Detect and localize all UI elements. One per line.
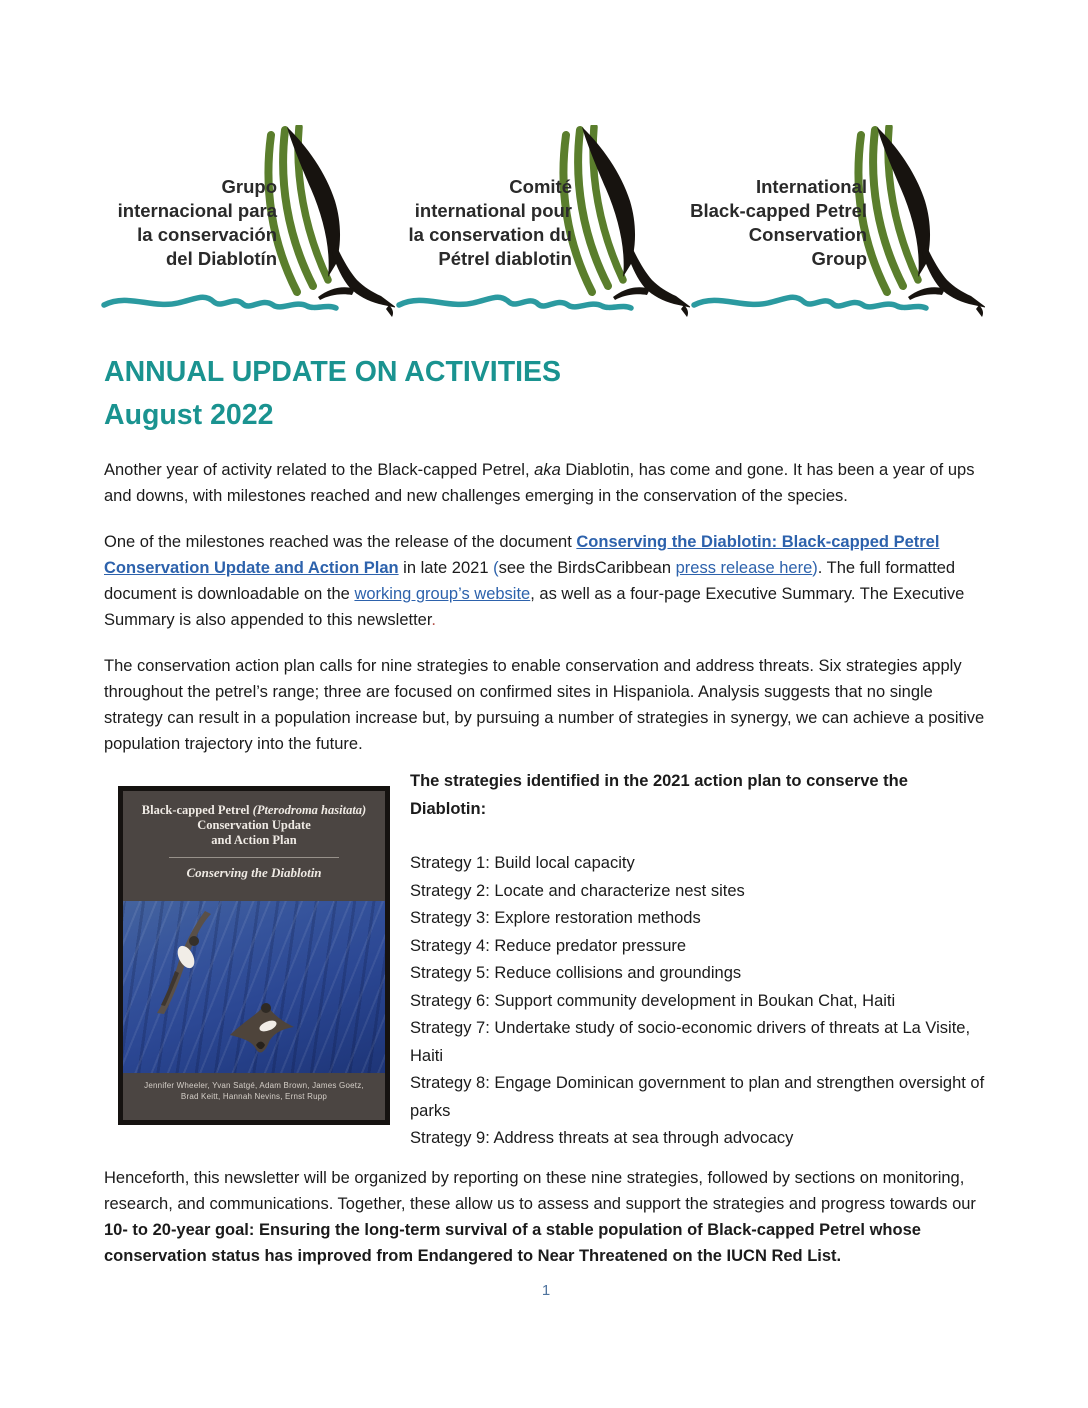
logo-text-line: la conservación — [137, 224, 277, 245]
strategy-item: Strategy 3: Explore restoration methods — [410, 909, 701, 927]
strategy-item: Strategy 7: Undertake study of socio-economic drivers of threats at La Visite, Haiti — [410, 1019, 971, 1065]
strategy-item: Strategy 1: Build local capacity — [410, 854, 635, 872]
text-segment: aka — [534, 461, 561, 479]
text-segment: in late 2021 — [398, 559, 494, 577]
text-link[interactable]: Conserving the Diablotin: Black-capped Petrel Conservation Update and Action Plan — [104, 533, 940, 577]
petrel-logo-graphic — [395, 125, 690, 330]
strategies-heading: The strategies identified in the 2021 action plan to conserve the Diablotin: — [410, 772, 908, 818]
petrel-logo-graphic — [100, 125, 395, 330]
text-segment: see the BirdsCaribbean — [498, 559, 676, 577]
paragraph-action-plan — [104, 653, 988, 757]
strategies-column — [410, 768, 988, 1153]
strategy-item: Strategy 8: Engage Dominican government to plan and strengthen oversight of parks — [410, 1074, 985, 1120]
text-segment: One of the milestones reached was the release of the document — [104, 533, 577, 551]
text-segment: ) — [812, 559, 818, 577]
logo-spanish — [100, 125, 395, 330]
header-logos — [100, 125, 988, 330]
logo-french — [395, 125, 690, 330]
petrel-logo-graphic — [690, 125, 985, 330]
text-segment: Another year of activity related to the Black-capped Petrel, — [104, 461, 535, 479]
page-title: ANNUAL UPDATE ON ACTIVITIES — [104, 356, 562, 388]
logo-text-line: Grupo — [221, 176, 277, 197]
book-subtitle: Conserving the Diablotin — [186, 865, 322, 880]
text-segment: The conservation action plan calls for nine strategies to enable conservation and address threats. Six strategies apply throughout the petrel’s range; three are focused on confirmed sites in Hispaniola. Analysis suggests that no single strategy can result in a population increase but, by pursuing a number of strategies in synergy, we can achieve a positive population trajectory into the future. — [104, 657, 985, 753]
text-segment: 10- to 20-year goal: Ensuring the long-term survival of a stable population of Black-capped Petrel whose conservation status has improved from Endangered to Near Threatened on the IUCN Red List. — [104, 1220, 921, 1265]
strategy-item: Strategy 4: Reduce predator pressure — [410, 936, 687, 955]
paragraph-intro — [104, 457, 988, 509]
text-segment: . The full formatted document is downloadable on the — [104, 559, 956, 603]
logo-text-line: international pour — [414, 200, 572, 221]
flying-petrel-icon — [226, 993, 300, 1065]
logo-text-line: Group — [811, 248, 867, 269]
text-link[interactable]: working group’s website — [354, 585, 531, 603]
logo-text-line: Comité — [509, 176, 572, 197]
logo-text-line: Conservation — [748, 224, 867, 245]
paragraph-milestones — [104, 529, 988, 633]
book-authors — [123, 1073, 385, 1120]
logo-text-line: International — [755, 176, 867, 197]
text-segment: ( — [493, 559, 499, 577]
text-segment: Diablotin, has come and gone. It has been a year of ups and downs, with milestones reached and new challenges emerging in the conservation of the species. — [104, 461, 975, 505]
logo-text-line: del Diablotín — [166, 248, 277, 269]
book-title-line2: Conservation Update — [197, 818, 311, 832]
logo-text-line: Pétrel diablotin — [438, 248, 572, 269]
book-title-text: Black-capped Petrel — [141, 803, 253, 817]
ocean-photo — [123, 901, 385, 1073]
page-number: 1 — [541, 1281, 551, 1299]
strategies-list — [410, 850, 988, 1153]
text-link[interactable]: press release here — [675, 559, 813, 577]
logo-text-line: internacional para — [117, 200, 277, 221]
book-title — [123, 803, 385, 848]
logo-text-line: la conservation du — [408, 224, 572, 245]
book-cover-title-block — [123, 791, 385, 901]
text-segment: . — [431, 611, 437, 629]
title-block — [104, 351, 988, 437]
book-authors-line1: Jennifer Wheeler, Yvan Satgé, Adam Brown, James Goetz, — [144, 1081, 364, 1090]
strategy-item: Strategy 6: Support community development in Boukan Chat, Haiti — [410, 991, 896, 1010]
flying-petrel-icon — [151, 909, 213, 1017]
logo-english — [690, 125, 985, 330]
strategy-item: Strategy 5: Reduce collisions and groundings — [410, 964, 742, 982]
book-title-line3: and Action Plan — [211, 833, 297, 847]
book-authors-line2: Brad Keitt, Hannah Nevins, Ernst Rupp — [180, 1092, 328, 1101]
cover-divider — [169, 857, 339, 858]
cover-and-strategies-section — [104, 768, 988, 1153]
paragraph-goal — [104, 1165, 988, 1269]
text-segment: , as well as a four-page Executive Summary. The Executive Summary is also appended to this newsletter — [104, 585, 965, 629]
book-cover-image — [118, 786, 390, 1125]
logo-text-line: Black-capped Petrel — [690, 200, 867, 221]
book-title-scientific-name: (Pterodroma hasitata) — [252, 803, 367, 817]
strategy-item: Strategy 2: Locate and characterize nest sites — [410, 881, 745, 900]
strategy-item: Strategy 9: Address threats at sea through advocacy — [410, 1129, 794, 1147]
text-segment: Henceforth, this newsletter will be organized by reporting on these nine strategies, followed by sections on monitoring, research, and communications. Together, these allow us to assess and support the strategies and progress towards our — [104, 1168, 976, 1213]
page-subtitle: August 2022 — [104, 399, 274, 431]
